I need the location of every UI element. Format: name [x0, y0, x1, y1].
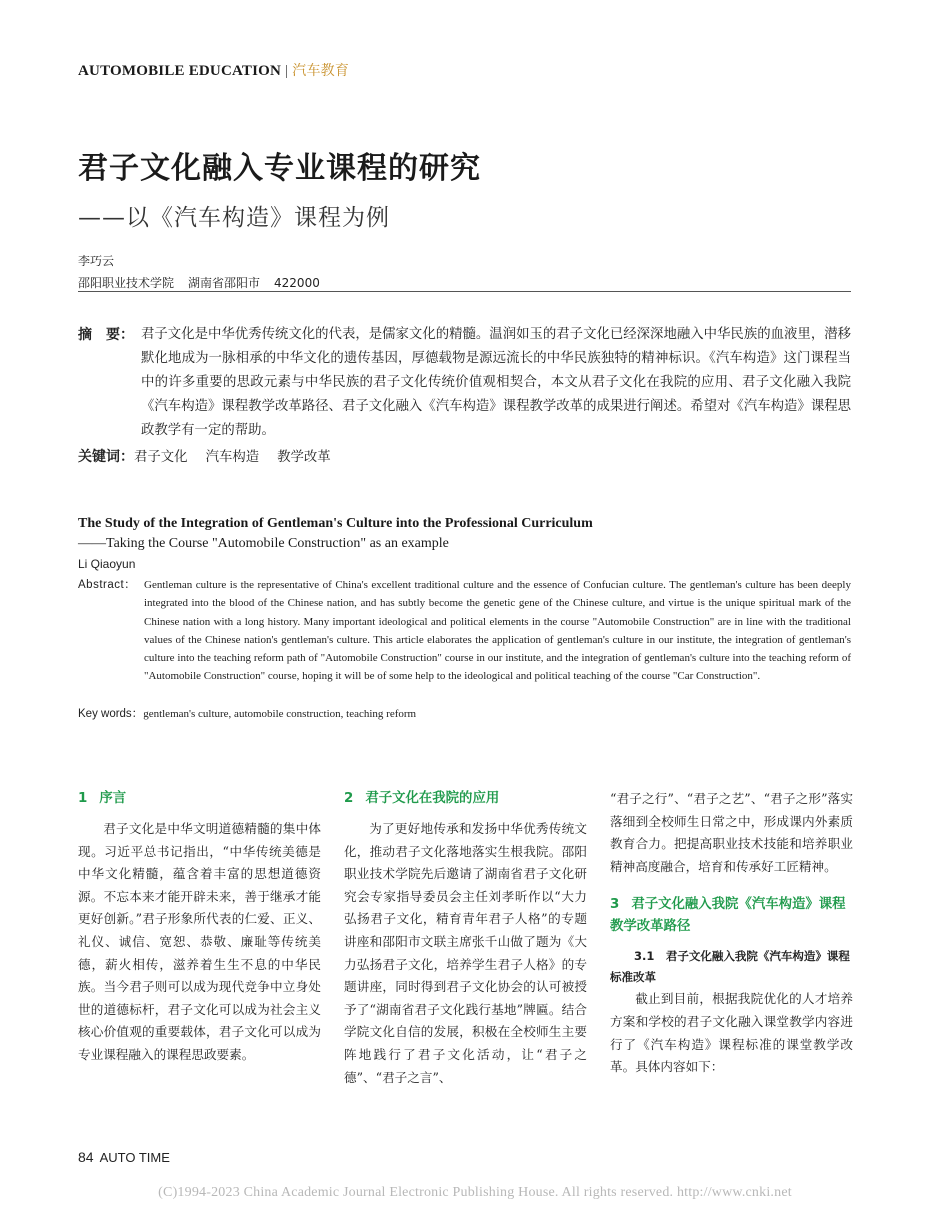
keywords-en-label: Key words：: [78, 708, 144, 720]
abstract-cn-text: 君子文化是中华优秀传统文化的代表，是儒家文化的精髓。温润如玉的君子文化已经深深地融入中华民族的血液里，潜移默化地成为一脉相承的中华文化的遗传基因，厚德载物是源远流长的中华民族独特的精神标识。《汽车构造》这门课程当中的许多重要的思政元素与中华民族的君子文化传统价值观相契合，本文从君子文化在我院的应用、君子文化融入我院《汽车构造》课程教学改革路径、君子文化融入《汽车构造》课程教学改革的成果进行阐述。希望对《汽车构造》课程思政教学有一定的帮助。: [141, 327, 851, 438]
journal-name: AUTO TIME: [99, 1150, 170, 1165]
keywords-cn: [78, 445, 349, 470]
paper-subtitle: ——以《汽车构造》课程为例: [78, 205, 390, 231]
header-divider: [78, 291, 851, 292]
section-title: 君子文化融入我院《汽车构造》课程教学改革路径: [610, 897, 846, 935]
keywords-en: [78, 705, 416, 723]
body-paragraph: “君子之行”、“君子之艺”、“君子之形”落实落细到全校师生日常之中，形成课内外素质教育合力。把提高职业技术技能和培养职业精神高度融合，培育和传承好工匠精神。: [610, 791, 853, 874]
abstract-en-text: Gentleman culture is the representative of China's excellent traditional culture and the essence of Confucian culture. The gentleman's culture has been deeply integrated into the blood of the Chinese nation, and has subtly become the genetic gene of the Chinese culture, and virtue is the unique spiritual mark of the Chinese nation with a long history. Many important ideological and political elements in the course "Automobile Construction" are in line with the traditional values of the Chinese nation's gentleman's culture. This article elaborates the application of gentleman's culture in our institute, the integration of gentleman's culture into the teaching reform path of "Automobile Construction" course in our institute, and the integration of gentleman's culture into the teaching reform of "Automobile Construction" course, hoping it will be of some help to the ideological and political teaching of the course "Car Construction".: [144, 579, 851, 683]
abstract-cn-label: 摘 要：: [78, 327, 134, 343]
page-footer: [78, 1149, 170, 1165]
section-heading: [610, 894, 853, 938]
body-paragraph: 君子文化是中华文明道德精髓的集中体现。习近平总书记指出，“中华传统美德是中华文化精髓，蕴含着丰富的思想道德资源。不忘本来才能开辟未来，善于继承才能更好创新。”君子形象所代表的仁爱、正义、礼仪、诚信、宽恕、恭敬、廉耻等传统美德，薪火相传，滋养着生生不息的中华民族。当今君子则可以成为现代竞争中立身处世的道德标杆，君子文化可以成为社会主义核心价值观的重要载体，君子文化可以成为专业课程融入的课程思政要素。: [78, 821, 321, 1062]
affiliation-location: 湖南省邵阳市: [188, 276, 261, 290]
keyword-cn: 君子文化: [134, 450, 188, 465]
running-header-cn: 汽车教育: [292, 63, 350, 79]
english-title: The Study of the Integration of Gentleman's Culture into the Professional Curriculum: [78, 516, 593, 531]
running-header: [78, 60, 349, 80]
section-number: 1: [78, 791, 88, 806]
body-paragraph: 截止到目前，根据我院优化的人才培养方案和学校的君子文化融入课堂教学内容进行了《汽车构造》课程标准的课堂教学改革。具体内容如下：: [610, 991, 853, 1075]
keywords-cn-label: 关键词：: [78, 449, 134, 465]
section-heading: [78, 788, 321, 810]
paper-title: 君子文化融入专业课程的研究: [78, 151, 481, 186]
affiliation-postcode: 422000: [274, 276, 320, 290]
subsection-number: 3.1: [634, 949, 655, 964]
subsection-heading: [610, 946, 853, 988]
body-column-2: [344, 788, 587, 1089]
body-column-3: [610, 788, 853, 1079]
author-affiliation: [78, 274, 334, 291]
running-header-separator: |: [285, 63, 289, 79]
section-number: 3: [610, 897, 620, 913]
keyword-cn: 汽车构造: [205, 450, 260, 465]
english-author: Li Qiaoyun: [78, 557, 136, 571]
abstract-en-label: Abstract：: [78, 579, 137, 591]
section-title: 君子文化在我院的应用: [365, 791, 500, 806]
body-column-1: [78, 788, 321, 1067]
page-number: 84: [78, 1149, 94, 1165]
running-header-en: AUTOMOBILE EDUCATION: [78, 63, 282, 79]
english-subtitle: ——Taking the Course "Automobile Construction" as an example: [78, 536, 449, 551]
author-name: 李巧云: [78, 254, 115, 268]
section-heading: [344, 788, 587, 810]
section-title: 序言: [99, 791, 127, 806]
copyright-watermark: (C)1994-2023 China Academic Journal Electronic Publishing House. All rights reserved. http://www.cnki.net: [158, 1185, 792, 1200]
affiliation-institution: 邵阳职业技术学院: [78, 276, 175, 290]
body-paragraph: 为了更好地传承和发扬中华优秀传统文化，推动君子文化落地落实生根我院。邵阳职业技术学院先后邀请了湖南省君子文化研究会专家指导委员会主任刘孝昕作以“大力弘扬君子文化，精育青年君子人格”的专题讲座和邵阳市文联主席张千山做了题为《大力弘扬君子文化，培养学生君子人格》的专题讲座，同时得到君子文化协会的认可被授予了“湖南省君子文化践行基地”牌匾。结合学院文化自信的发展，积极在全校师生主要阵地践行了君子文化活动，让“君子之德”、“君子之言”、: [344, 821, 587, 1085]
subsection-title: 君子文化融入我院《汽车构造》课程标准改革: [610, 949, 850, 985]
section-number: 2: [344, 791, 354, 806]
keywords-en-text: gentleman's culture, automobile construction, teaching reform: [143, 708, 417, 720]
abstract-en: [78, 576, 851, 686]
keyword-cn: 教学改革: [277, 450, 331, 465]
abstract-cn: [78, 323, 851, 443]
